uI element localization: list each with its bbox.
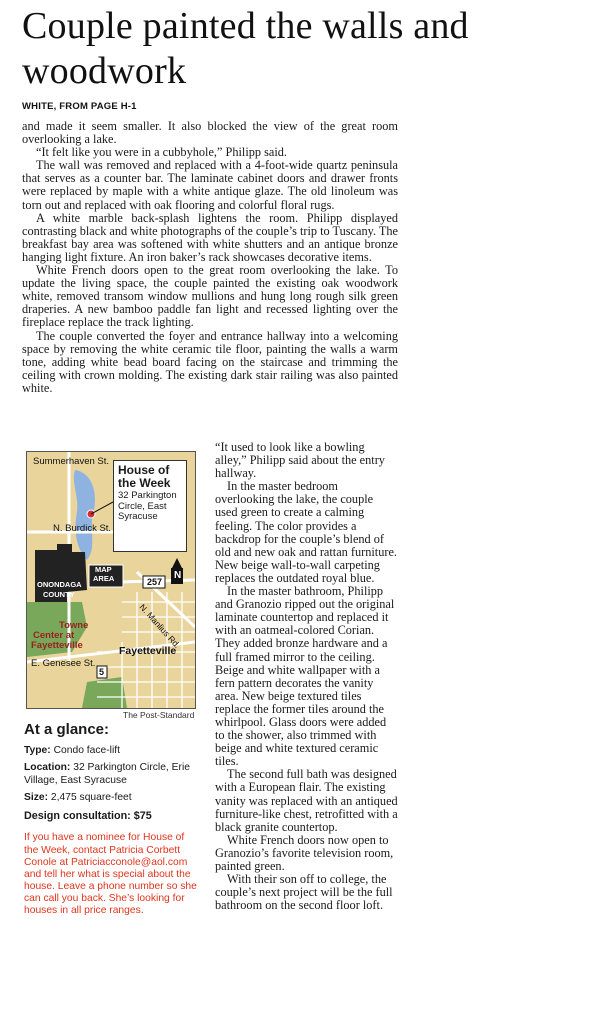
size-value: 2,475 square-feet bbox=[50, 791, 132, 803]
paragraph: White French doors open to the great room overlooking the lake. To update the living space, the couple painted the existing oak woodwork white, removed transom window mullions and hung long rough silk green draperies. A new bamboo paddle fan light and recessed lighting over the fireplace replace the track lighting. bbox=[22, 263, 398, 330]
glance-location bbox=[24, 762, 200, 787]
paragraph: “It felt like you were in a cubbyhole,” Philipp said. bbox=[36, 145, 287, 160]
paragraph: The second full bath was designed with a European flair. The existing vanity was replaced with an antiqued furniture-like chest, retrofitted with a black granite countertop. bbox=[215, 767, 398, 834]
fayetteville-label: Fayetteville bbox=[119, 645, 177, 657]
north-label: N bbox=[174, 570, 182, 581]
route-5-label: 5 bbox=[99, 667, 105, 677]
towne-label-1: Towne bbox=[59, 620, 89, 631]
paragraph: White French doors now open to Granozio’s favorite television room, painted green. bbox=[215, 832, 394, 873]
onondaga-label-2: COUNTY bbox=[43, 590, 75, 599]
onondaga-label-1: ONONDAGA bbox=[37, 580, 82, 589]
towne-label-3: Fayetteville bbox=[31, 640, 83, 651]
at-a-glance-box bbox=[24, 720, 200, 917]
paragraph: “It used to look like a bowling alley,” Philipp said about the entry hallway. bbox=[215, 440, 385, 481]
house-address: 32 Parkington Circle, East Syracuse bbox=[118, 490, 177, 522]
map-credit: The Post-Standard bbox=[123, 710, 195, 720]
type-value: Condo face-lift bbox=[53, 745, 120, 756]
glance-type bbox=[24, 745, 200, 757]
location-value: 32 Parkington Circle, Erie Village, East Syracuse bbox=[24, 762, 190, 786]
article-body-top bbox=[22, 120, 398, 395]
paragraph: and made it seem smaller. It also blocked the view of the great room overlooking a lake. bbox=[22, 119, 398, 147]
map-area-label-2: AREA bbox=[93, 574, 115, 583]
location-label: Location: bbox=[24, 762, 71, 774]
glance-size bbox=[24, 792, 200, 804]
glance-design-consultation: Design consultation: $75 bbox=[24, 810, 152, 823]
summerhaven-label: Summerhaven St. bbox=[33, 456, 110, 467]
paragraph: In the master bedroom overlooking the lake, the couple used green to create a calming feeling. The color provides a backdrop for the couple’s blend of old and new oak and rattan furniture. New beige wall-to-wall carpeting replaces the outdated royal blue. bbox=[215, 479, 397, 585]
map-area-label-1: MAP bbox=[95, 565, 112, 574]
type-label: Type: bbox=[24, 745, 51, 756]
nominee-note: If you have a nominee for House of the Week, contact Patricia Corbett Conole at Patriciacconole@aol.com and tell her what is special about the house. Leave a phone number so she can call you back. She’s looking for houses in all price ranges. bbox=[24, 832, 197, 917]
house-of-the-week-title: House of the Week bbox=[118, 463, 171, 490]
headline: Couple painted the walls and woodwork bbox=[22, 5, 469, 92]
burdick-label: N. Burdick St. bbox=[53, 523, 112, 534]
article-body-right bbox=[215, 441, 398, 912]
towne-label-2: Center at bbox=[33, 630, 75, 641]
jump-line: WHITE, FROM PAGE H-1 bbox=[22, 101, 137, 112]
genesee-label: E. Genesee St. bbox=[31, 658, 96, 669]
size-label: Size: bbox=[24, 791, 49, 803]
paragraph: A white marble back-splash lightens the room. Philipp displayed contrasting black and white photographs of the couple’s trip to Tuscany. The breakfast bay area was softened with white shutters and an antique bronze hanging light fixture. An iron baker’s rack showcases decorative items. bbox=[22, 210, 399, 264]
paragraph: In the master bathroom, Philipp and Granozio ripped out the original laminate countertop and replaced it with an oatmeal-colored Corian. They added bronze hardware and a full framed mirror to the ceiling. Beige and white wallpaper with a fern pattern decorates the vanity area. New beige textured tiles replace the former tiles around the whirlpool. Glass doors were added to the shower, also trimmed with beige and white textured ceramic tiles. bbox=[215, 584, 395, 769]
paragraph: The wall was removed and replaced with a 4-foot-wide quartz peninsula that serves as a counter bar. The laminate cabinet doors and drawer fronts were replaced by maple with a white antique glaze. The old linoleum was torn out and replaced with oak flooring and colorful floral rugs. bbox=[22, 158, 398, 212]
house-of-the-week-box bbox=[113, 460, 187, 552]
paragraph: With their son off to college, the couple’s next project will be the full bathroom on the second floor loft. bbox=[215, 872, 393, 913]
route-257-label: 257 bbox=[147, 577, 163, 587]
paragraph: The couple converted the foyer and entrance hallway into a welcoming space by removing the white ceramic tile floor, painting the walls a warm tone, adding white bead board facing on the staircase and trimming the ceiling with crown molding. The existing dark stair railing was also painted white. bbox=[22, 328, 398, 395]
glance-heading: At a glance: bbox=[24, 721, 110, 738]
manlius-label: N. Manlius Rd. bbox=[137, 602, 183, 651]
locator-map bbox=[26, 451, 196, 709]
